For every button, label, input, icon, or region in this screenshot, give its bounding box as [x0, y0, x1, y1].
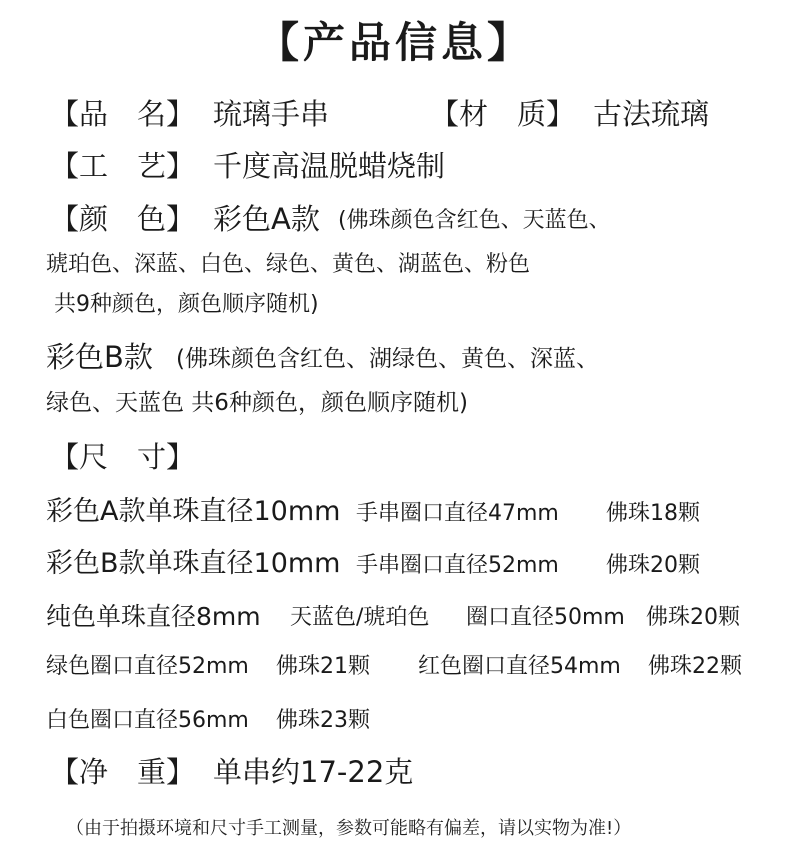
- color-a-desc-3: 共9种颜色，颜色顺序随机): [54, 292, 319, 317]
- size-green-beads: 佛珠21颗: [276, 654, 370, 679]
- size-red-beads: 佛珠22颗: [648, 654, 742, 679]
- color-b-title: 彩色B款: [46, 340, 153, 374]
- size-plain-ring: 圈口直径50mm: [466, 605, 625, 630]
- craft-label: 【工 艺】: [50, 149, 196, 183]
- size-a-ring: 手串圈口直径47mm: [356, 501, 559, 526]
- size-white-beads: 佛珠23颗: [276, 708, 370, 733]
- size-a-beads: 佛珠18颗: [606, 501, 700, 526]
- size-label: 【尺 寸】: [50, 440, 196, 474]
- size-green-ring: 绿色圈口直径52mm: [46, 654, 249, 679]
- color-b-desc-2: 绿色、天蓝色 共6种颜色，颜色顺序随机): [46, 390, 468, 416]
- page-title: 【产品信息】: [256, 18, 533, 67]
- material-value: 古法琉璃: [593, 97, 710, 131]
- name-value: 琉璃手串: [213, 97, 330, 131]
- size-plain-diameter: 纯色单珠直径8mm: [46, 602, 261, 631]
- disclaimer-note: （由于拍摄环境和尺寸手工测量，参数可能略有偏差，请以实物为准!）: [66, 818, 632, 839]
- size-red-ring: 红色圈口直径54mm: [418, 654, 621, 679]
- weight-label: 【净 重】: [50, 755, 196, 789]
- size-b-diameter: 彩色B款单珠直径10mm: [46, 548, 341, 579]
- size-b-ring: 手串圈口直径52mm: [356, 553, 559, 578]
- craft-value: 千度高温脱蜡烧制: [213, 149, 446, 183]
- size-white-ring: 白色圈口直径56mm: [46, 708, 249, 733]
- color-a-desc-2: 琥珀色、深蓝、白色、绿色、黄色、湖蓝色、粉色: [46, 252, 531, 277]
- name-label: 【品 名】: [50, 97, 196, 131]
- color-a-title: 彩色A款: [213, 202, 320, 236]
- size-b-beads: 佛珠20颗: [606, 553, 700, 578]
- material-label: 【材 质】: [430, 97, 576, 131]
- weight-value: 单串约17-22克: [213, 755, 414, 789]
- size-plain-beads: 佛珠20颗: [646, 605, 740, 630]
- color-a-desc-1: (佛珠颜色含红色、天蓝色、: [338, 208, 611, 233]
- color-b-desc-1: (佛珠颜色含红色、湖绿色、黄色、深蓝、: [176, 346, 599, 372]
- size-plain-colors: 天蓝色/琥珀色: [290, 605, 430, 630]
- size-a-diameter: 彩色A款单珠直径10mm: [46, 496, 341, 527]
- color-label: 【颜 色】: [50, 202, 196, 236]
